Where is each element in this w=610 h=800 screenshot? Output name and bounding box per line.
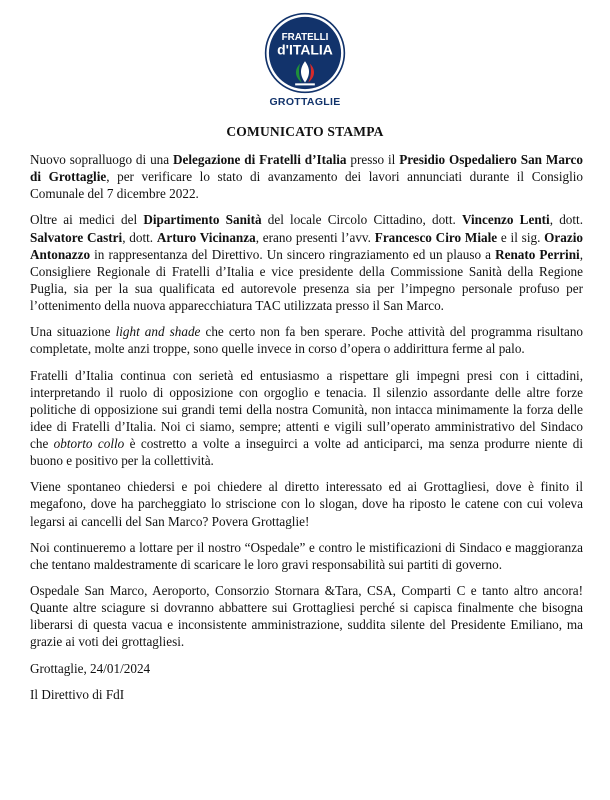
logo-caption: GROTTAGLIE [269,96,341,108]
fratelli-ditalia-logo-icon [264,12,346,94]
paragraph-7: Ospedale San Marco, Aeroporto, Consorzio Stornara &Tara, CSA, Comparti C e tanto altro ancora! Quante altre sciagure si dovranno abbattere sui Grottagliesi perché si capisca finalmente che bisogna liberarsi di questa vacua e inconsistente amministrazione, suddita silente del Presidente Emiliano, ma grazie ai voti dei grottagliesi. [30,583,583,650]
logo-line1: FRATELLI [281,31,329,43]
logo-line2: d'ITALIA [277,41,333,58]
paragraph-3: Una situazione light and shade che certo non fa ben sperare. Poche attività del programma risultano completate, molte anzi troppe, sono quelle invece in corso d’opera o addirittura ferme al palo. [30,324,584,357]
paragraph-5: Viene spontaneo chiedersi e poi chiedere al diretto interessato ed ai Grottagliesi, dove è finito il megafono, dove ha parcheggiato lo striscione con lo slogan, dove ha riposto le catene con cui voleva legarsi ai cancelli del San Marco? Povera Grottaglie! [30,479,583,529]
paragraph-2: Oltre ai medici del Dipartimento Sanità del locale Circolo Cittadino, dott. Vincenzo Lenti, dott. Salvatore Castri, dott. Arturo Vicinanza, erano presenti l’avv. Francesco Ciro Miale e il sig. Orazio Antonazzo in rappresentanza del Direttivo. Un sincero ringraziamento ed un plauso a Renato Perrini, Consigliere Regionale di Fratelli d’Italia e vice presidente della Commissione Sanità della Regione Puglia, sia per la sua qualificata ed autorevole presenza sia per l’impegno personale profuso per l’ottenimento della nuova apparecchiatura TAC utilizzata presso il San Marco. [30,212,584,313]
party-logo [0,12,610,108]
paragraph-6: Noi continueremo a lottare per il nostro “Ospedale” e contro le mistificazioni di Sindaco e maggioranza che tentano maldestramente di scaricare le loro gravi responsabilità sui partiti di governo. [30,539,583,572]
place-date: Grottaglie, 24/01/2024 [30,660,151,676]
page-title: COMUNICATO STAMPA [226,124,384,139]
press-release-body [30,151,583,712]
paragraph-1: Nuovo sopralluogo di una Delegazione di Fratelli d’Italia presso il Presidio Ospedaliero San Marco di Grottaglie, per verificare lo stato di avanzamento dei lavori annunciati durante il Consiglio Comunale del 7 dicembre 2022. [30,152,583,202]
signature: Il Direttivo di FdI [30,687,125,703]
paragraph-4: Fratelli d’Italia continua con serietà ed entusiasmo a rispettare gli impegni presi con i cittadini, interpretando il ruolo di opposizione con orgoglio e tenacia. Il silenzio assordante delle altre forze politiche di opposizione sui grandi temi della nostra Comunità, non intacca minimamente la forza delle idee di Fratelli d’Italia. Noi ci siamo, sempre; attenti e vigili sull’operato amministrativo del Sindaco che obtorto collo è costretto a volte a inseguirci a volte ad anticiparci, ma senza produrre niente di buono e positivo per la collettività. [30,367,583,469]
